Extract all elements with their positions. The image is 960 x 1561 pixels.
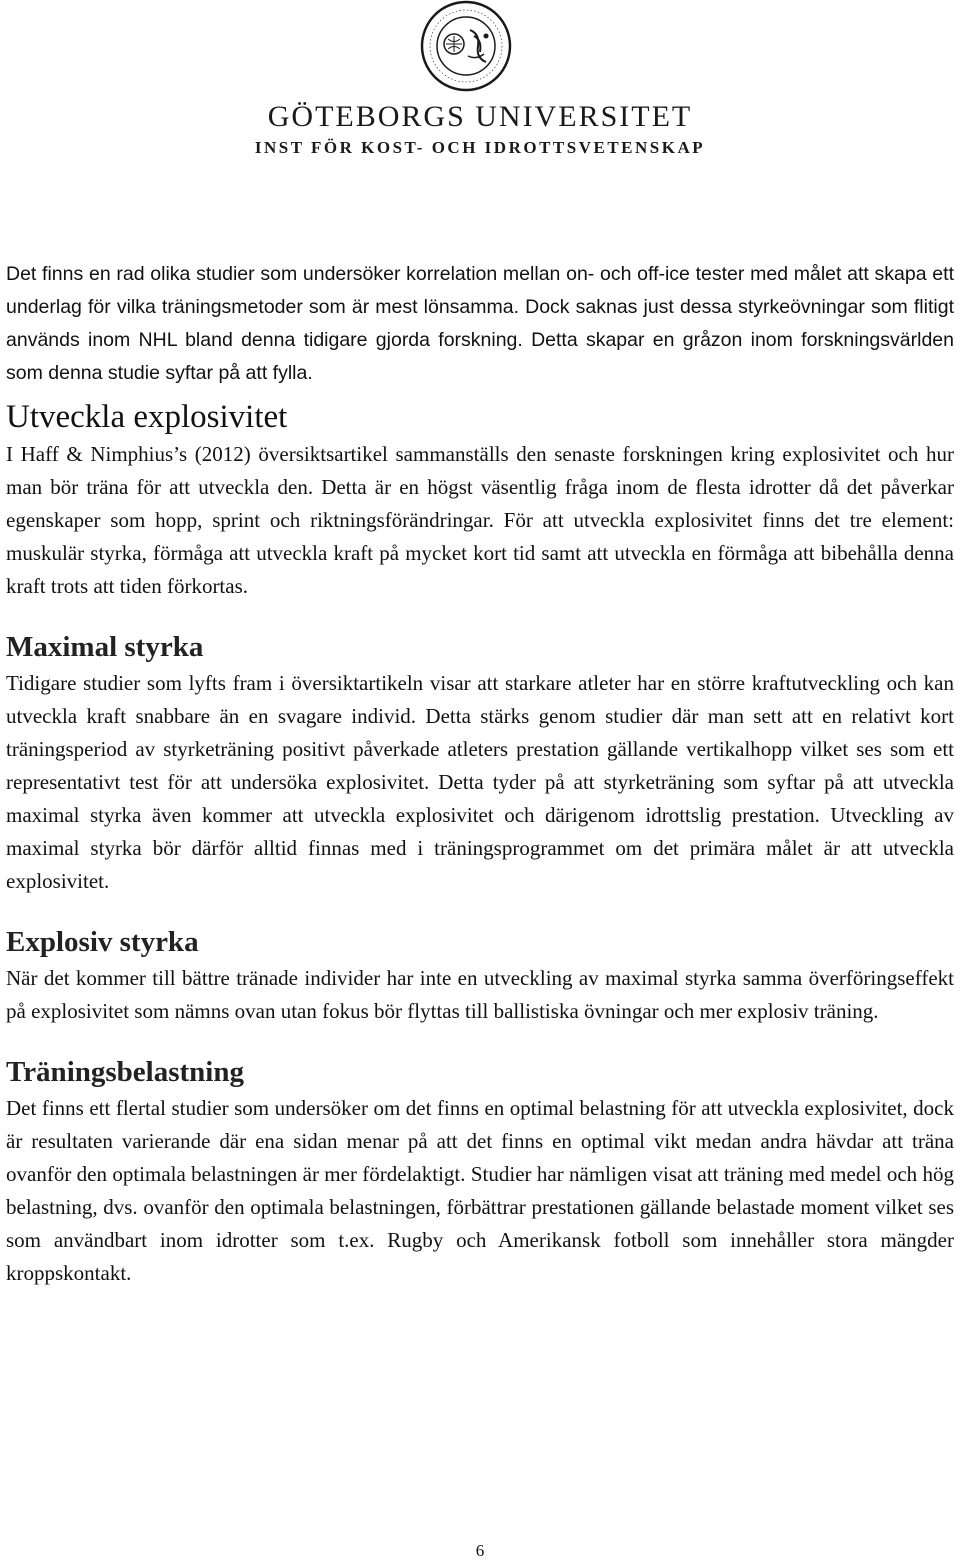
section-heading: Träningsbelastning: [6, 1056, 244, 1088]
intro-paragraph: Det finns en rad olika studier som undersöker korrelation mellan on- och off-ice tester med målet att skapa ett underlag för vilka träningsmetoder som är mest lönsamma. Dock saknas just dessa styrkeövningar som flitigt används inom NHL bland denna tidigare gjorda forskning. Detta skapar en gråzon inom forskningsvärlden som denna studie syftar på att fylla.: [6, 263, 954, 384]
institution-name: INST FÖR KOST- OCH IDROTTSVETENSKAP: [254, 138, 706, 157]
section-heading: Maximal styrka: [6, 631, 204, 663]
section-paragraph: Det finns ett flertal studier som undersöker om det finns en optimal belastning för att utveckla explosivitet, dock är resultaten varierande där ena sidan menar på att det finns en optimal vikt medan andra hävdar att träna ovanför den optimala belastningen är mer fördelaktigt. Studier har nämligen visat att träning med medel och hög belastning, dvs. ovanför den optimala belastningen, förbättrar prestationen gällande belastade moment vilket ses som användbart inom idrotter som t.ex. Rugby och Amerikansk fotboll som innehåller stora mängder kroppskontakt.: [6, 1096, 954, 1285]
university-name: GÖTEBORGS UNIVERSITET: [267, 100, 693, 133]
section-paragraph: Tidigare studier som lyfts fram i översiktartikeln visar att starkare atleter har en större kraftutveckling och kan utveckla kraft snabbare än en svagare individ. Detta stärks genom studier där man sett att en relativt kort träningsperiod av styrketräning positivt påverkade atleters prestation gällande vertikalhopp vilket ses som ett representativt test för att undersöka explosivitet. Detta tyder på att styrketräning som syftar på att utveckla maximal styrka även kommer att utveckla explosivitet och därigenom idrottslig prestation. Utveckling av maximal styrka bör därför alltid finnas med i träningsprogrammet om det primära målet är att utveckla explosivitet.: [6, 671, 954, 893]
page-number: 6: [475, 1541, 485, 1560]
section-heading: Utveckla explosivitet: [6, 399, 288, 435]
document-body: [6, 258, 954, 1290]
document-header: [0, 0, 960, 170]
section-paragraph: När det kommer till bättre tränade individer har inte en utveckling av maximal styrka samma överföringseffekt på explosivitet som nämns ovan utan fokus bör flyttas till ballistiska övningar och mer explosiv träning.: [6, 966, 954, 1023]
section-heading: Explosiv styrka: [6, 926, 199, 958]
university-seal-logo: [420, 0, 512, 92]
section-paragraph: I Haff & Nimphius’s (2012) översiktsartikel sammanställs den senaste forskningen kring explosivitet och hur man bör träna för att utveckla den. Detta är en högst väsentlig fråga inom de flesta idrotter då det påverkar egenskaper som hopp, sprint och riktningsförändringar. För att utveckla explosivitet finns det tre element: muskulär styrka, förmåga att utveckla kraft på mycket kort tid samt att utveckla en förmåga att bibehålla denna kraft trots att tiden förkortas.: [6, 442, 954, 598]
